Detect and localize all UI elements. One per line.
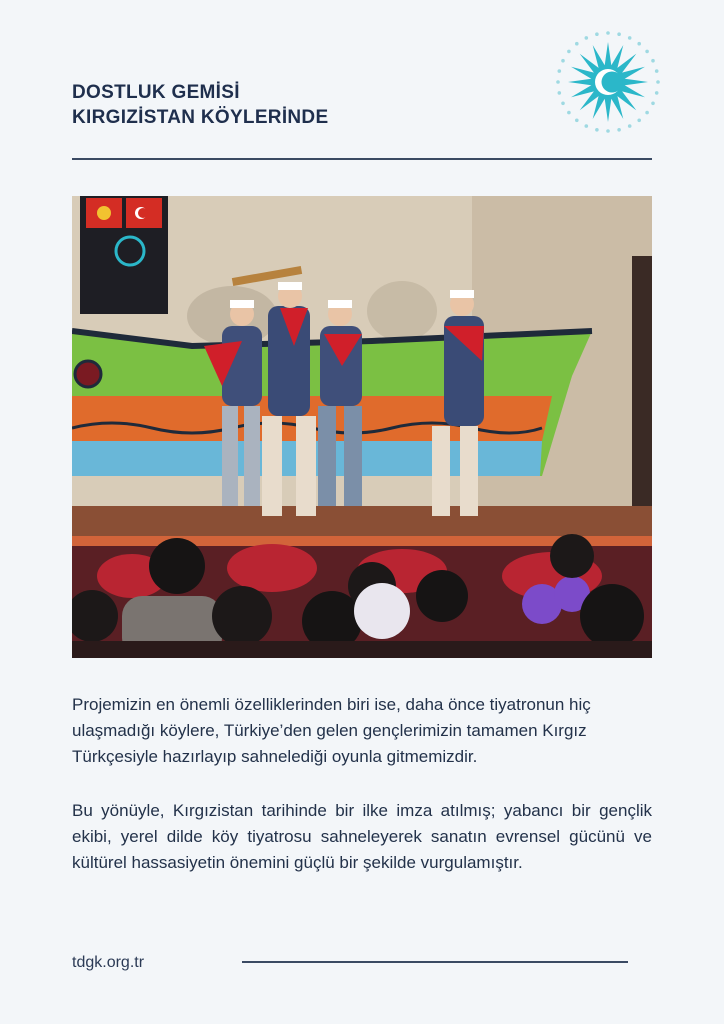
footer-divider: [242, 961, 628, 963]
emblem-dot: [575, 42, 579, 46]
emblem-dot: [656, 80, 660, 84]
emblem-dot: [585, 36, 589, 40]
emblem-dot: [595, 32, 599, 36]
header-divider: [72, 158, 652, 160]
emblem-dot: [606, 31, 610, 35]
emblem-dot: [567, 50, 571, 54]
title-line-2: KIRGIZİSTAN KÖYLERİNDE: [72, 107, 329, 128]
emblem-dot: [585, 124, 589, 128]
emblem-dot: [567, 111, 571, 115]
emblem-dot: [617, 128, 621, 132]
title-line-1: DOSTLUK GEMİSİ: [72, 82, 240, 103]
emblem-dot: [617, 32, 621, 36]
emblem-dot: [655, 91, 659, 95]
emblem-dot: [558, 69, 562, 73]
stage-photo: [72, 196, 652, 658]
star-crescent-emblem-icon: [552, 28, 664, 136]
emblem-dot: [645, 111, 649, 115]
emblem-dot: [606, 129, 610, 133]
emblem-dot: [561, 59, 565, 63]
body-paragraph-1: Projemizin en önemli özelliklerinden biri ise, daha önce tiyatronun hiç ulaşmadığı köylere, Türkiye’den gelen gençlerimizin tamamen Kırgız Türkçesiyle hazırlayıp sahnelediği oyunla gitmemizdir.: [72, 695, 591, 766]
emblem-dot: [558, 91, 562, 95]
emblem-dot: [628, 36, 632, 40]
body-paragraph-2: Bu yönüyle, Kırgızistan tarihinde bir ilke imza atılmış; yabancı bir gençlik ekibi, yerel dilde köy tiyatrosu sahneleyerek sanatın evrensel gücünü ve kültürel hassasiyetin önemini güçlü bir şekilde vurgulamıştır.: [72, 801, 652, 872]
emblem-dot: [561, 102, 565, 106]
emblem-dot: [628, 124, 632, 128]
emblem-dot: [651, 102, 655, 106]
emblem-dot: [655, 69, 659, 73]
emblem-dot: [575, 119, 579, 123]
page-title: [72, 80, 328, 130]
footer-website-link[interactable]: tdgk.org.tr: [72, 954, 145, 971]
emblem-dot: [595, 128, 599, 132]
emblem-dot: [556, 80, 560, 84]
emblem-dot: [651, 59, 655, 63]
emblem-dot: [637, 119, 641, 123]
emblem-dot: [645, 50, 649, 54]
emblem-dot: [637, 42, 641, 46]
